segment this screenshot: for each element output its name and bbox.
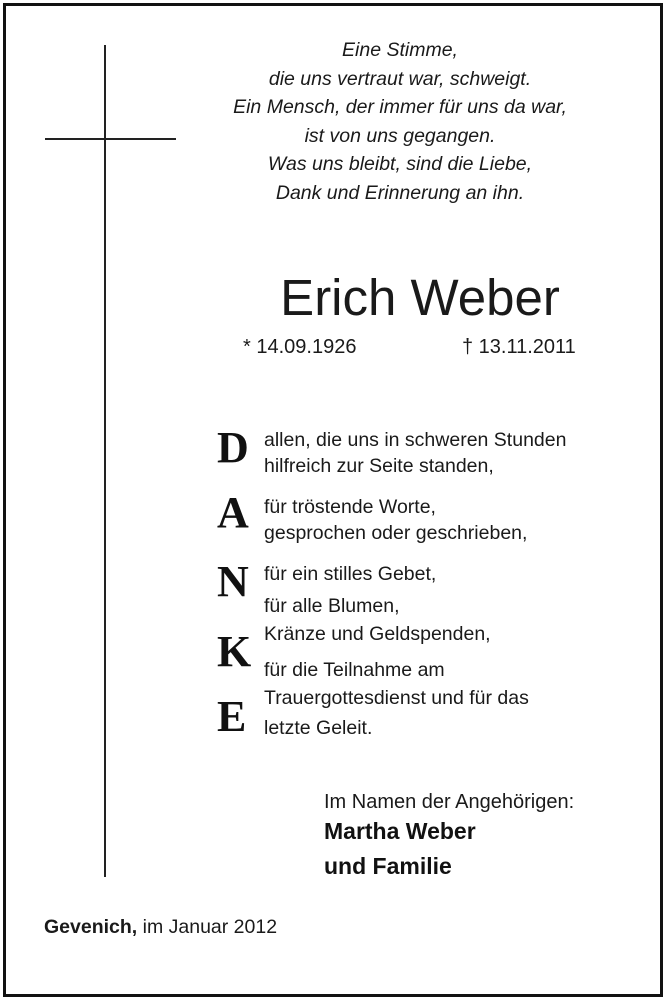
poem-line: die uns vertraut war, schweigt. (268, 67, 532, 90)
danke-line: für tröstende Worte, (264, 496, 436, 518)
signer-family: und Familie (324, 853, 452, 879)
memorial-poem (200, 36, 600, 208)
danke-letter-d: D (217, 423, 249, 472)
birth-date: * 14.09.1926 (243, 336, 357, 358)
footer-place: Gevenich, (44, 916, 138, 938)
danke-line: für die Teilnahme am (264, 659, 445, 681)
danke-line: für alle Blumen, (264, 595, 400, 617)
danke-line: Trauergottesdienst und für das (264, 687, 529, 709)
danke-letter-a: A (217, 488, 249, 537)
death-date: † 13.11.2011 (462, 336, 576, 358)
cross-vertical-beam (104, 45, 106, 877)
danke-letter-e: E (217, 692, 247, 741)
poem-line: Dank und Erinnerung an ihn. (275, 181, 525, 204)
footer-date: im Januar 2012 (137, 916, 278, 938)
danke-letter-n: N (217, 557, 249, 606)
danke-line: für ein stilles Gebet, (264, 563, 437, 585)
deceased-name: Erich Weber (280, 269, 560, 326)
danke-line: letzte Geleit. (264, 717, 373, 739)
poem-line: ist von uns gegangen. (304, 124, 496, 147)
poem-line: Eine Stimme, (342, 39, 458, 61)
footer-place-date (44, 914, 277, 940)
closing-label: Im Namen der Angehörigen: (324, 791, 575, 813)
poem-line: Ein Mensch, der immer für uns da war, (233, 96, 567, 119)
danke-line: allen, die uns in schweren Stunden (264, 429, 567, 451)
danke-line: gesprochen oder geschrieben, (264, 522, 528, 544)
danke-line: Kränze und Geldspenden, (264, 623, 491, 645)
danke-line: hilfreich zur Seite standen, (264, 455, 494, 477)
signer-name: Martha Weber (324, 818, 476, 844)
poem-line: Was uns bleibt, sind die Liebe, (267, 153, 533, 176)
danke-letter-k: K (217, 627, 252, 676)
cross-horizontal-beam (45, 138, 176, 140)
